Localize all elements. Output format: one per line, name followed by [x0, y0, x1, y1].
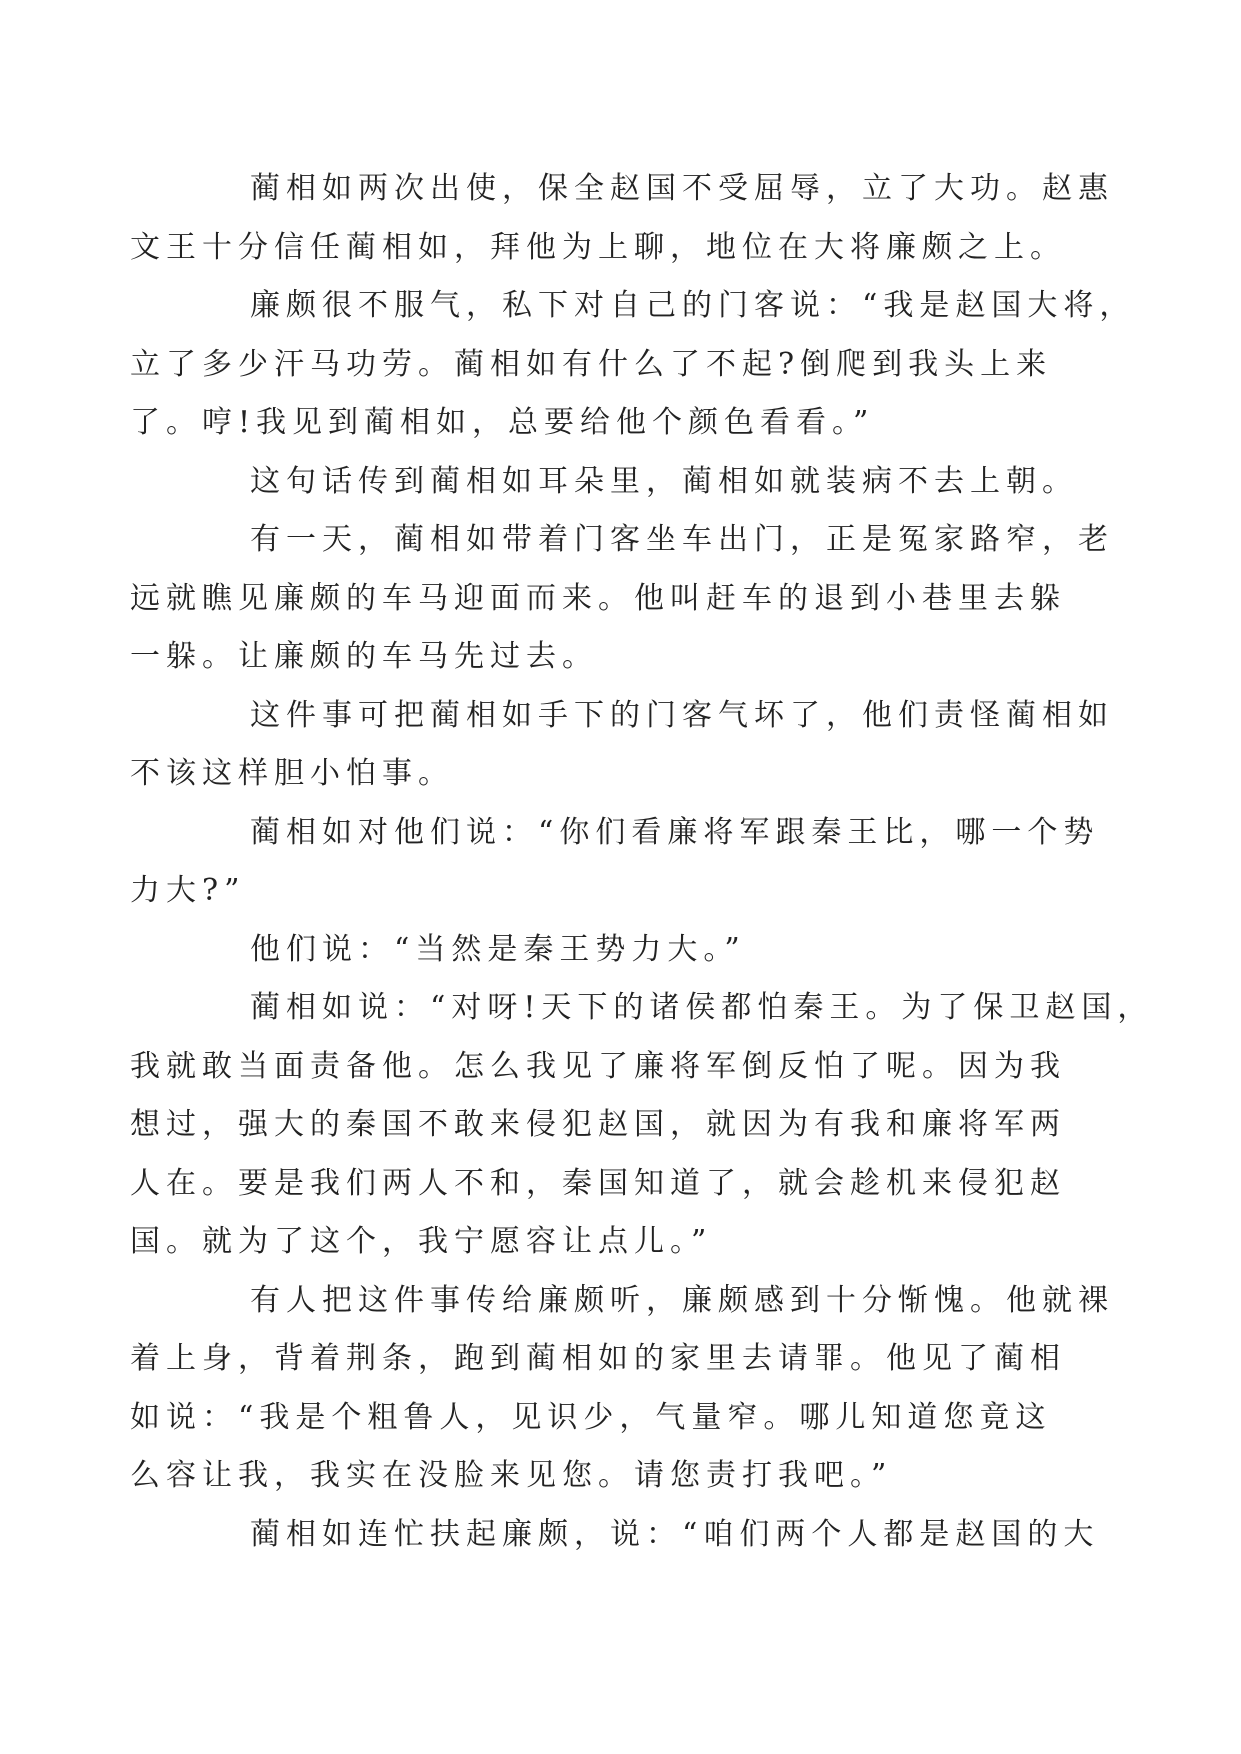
text-line: 么容让我，我实在没脸来见您。请您责打我吧。” — [130, 1458, 893, 1493]
text-line: 他们说：“当然是秦王势力大。” — [250, 931, 746, 967]
paragraph — [130, 160, 1114, 277]
text-line: 如说：“我是个粗鲁人，见识少，气量窄。哪儿知道您竟这 — [130, 1399, 1052, 1435]
text-line: 蔺相如对他们说：“你们看廉将军跟秦王比，哪一个势 — [250, 814, 1100, 850]
text-line: 有一天，蔺相如带着门客坐车出门，正是冤家路窄，老 — [250, 522, 1114, 557]
paragraph — [190, 1506, 1100, 1565]
text-line: 文王十分信任蔺相如，拜他为上聊，地位在大将廉颇之上。 — [130, 229, 1066, 265]
paragraph — [130, 277, 1136, 453]
paragraph — [130, 687, 1114, 804]
text-line: 国。就为了这个，我宁愿容让点儿。” — [130, 1224, 713, 1259]
text-line: 一躲。让廉颇的车马先过去。 — [130, 639, 598, 674]
text-line: 廉颇很不服气，私下对自己的门客说：“我是赵国大将， — [250, 288, 1136, 323]
text-line: 这件事可把蔺相如手下的门客气坏了，他们责怪蔺相如 — [250, 697, 1114, 733]
text-line: 这句话传到蔺相如耳朵里，蔺相如就装病不去上朝。 — [250, 463, 1078, 499]
story-text — [130, 160, 1154, 1564]
text-line: 着上身，背着荆条，跑到蔺相如的家里去请罪。他见了蔺相 — [130, 1341, 1066, 1376]
text-line: 蔺相如两次出使，保全赵国不受屈辱，立了大功。赵惠 — [250, 171, 1114, 206]
text-line: 想过，强大的秦国不敢来侵犯赵国，就因为有我和廉将军两 — [130, 1107, 1066, 1142]
text-line: 了。哼!我见到蔺相如，总要给他个颜色看看。” — [130, 405, 875, 440]
paragraph — [130, 804, 1100, 921]
text-line: 立了多少汗马功劳。蔺相如有什么了不起?倒爬到我头上来 — [130, 346, 1053, 382]
paragraph — [190, 453, 1078, 512]
paragraph — [190, 921, 1070, 980]
paragraph — [130, 979, 1154, 1272]
text-line: 蔺相如连忙扶起廉颇，说：“咱们两个人都是赵国的大 — [250, 1516, 1100, 1552]
paragraph — [130, 1272, 1114, 1506]
text-line: 不该这样胆小怕事。 — [130, 756, 454, 791]
text-line: 有人把这件事传给廉颇听，廉颇感到十分惭愧。他就裸 — [250, 1282, 1114, 1318]
paragraph — [130, 511, 1114, 687]
text-line: 远就瞧见廉颇的车马迎面而来。他叫赶车的退到小巷里去躲 — [130, 580, 1066, 616]
text-line: 我就敢当面责备他。怎么我见了廉将军倒反怕了呢。因为我 — [130, 1048, 1066, 1084]
text-line: 蔺相如说：“对呀!天下的诸侯都怕秦王。为了保卫赵国， — [250, 990, 1154, 1025]
text-line: 力大?” — [130, 873, 246, 908]
text-line: 人在。要是我们两人不和，秦国知道了，就会趁机来侵犯赵 — [130, 1165, 1066, 1201]
